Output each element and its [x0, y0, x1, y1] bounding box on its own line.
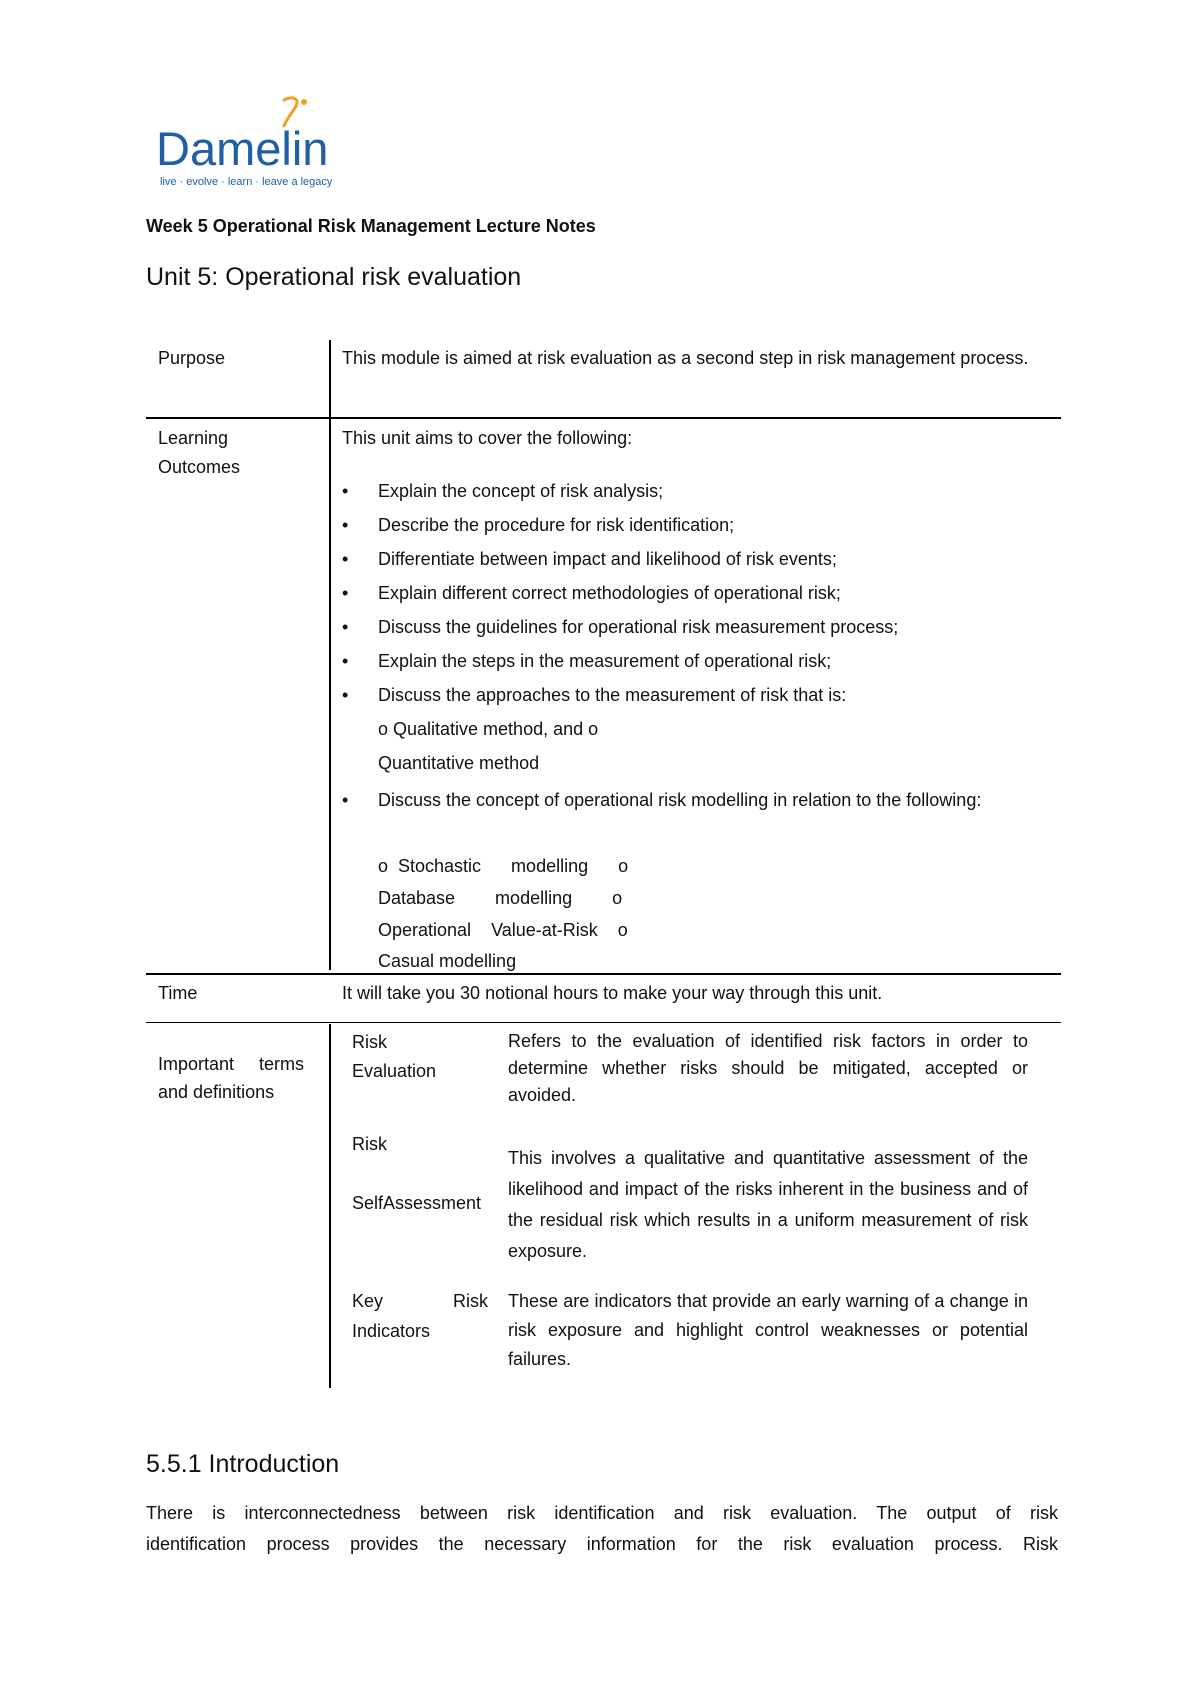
- table-row-divider: [146, 417, 1061, 419]
- purpose-label: Purpose: [158, 348, 226, 368]
- bullet-icon: •: [342, 651, 349, 671]
- time-text: It will take you 30 notional hours to make your way through this unit.: [342, 983, 883, 1003]
- table-column-divider-terms: [329, 1024, 331, 1388]
- bullet-icon: •: [342, 583, 349, 603]
- bullet-icon: •: [342, 790, 349, 810]
- list-item: • Discuss the concept of operational risk modelling in relation to the following:: [342, 785, 1057, 815]
- approaches-line-2: Quantitative method: [378, 753, 540, 773]
- term-definition: These are indicators that provide an early warning of a change in risk exposure and highlight control weaknesses or potential failures.: [508, 1291, 1028, 1369]
- modelling-line-1: o Stochastic modelling o: [378, 856, 629, 876]
- list-item: • Discuss the guidelines for operational risk measurement process;: [342, 610, 1057, 644]
- bullet-icon: •: [342, 515, 349, 535]
- term-name-line2: Evaluation: [352, 1061, 437, 1081]
- term-definition: This involves a qualitative and quantitative assessment of the likelihood and impact of the risks inherent in the business and of the residual risk which results in a uniform measurement of risk exposure.: [508, 1148, 1028, 1261]
- bullet-icon: •: [342, 549, 349, 569]
- terms-label-line2: and definitions: [158, 1082, 275, 1102]
- learning-outcomes-list: [342, 474, 1057, 712]
- term-definition: Refers to the evaluation of identified risk factors in order to determine whether risks should be mitigated, accepted or avoided.: [508, 1031, 1028, 1105]
- table-row-divider: [146, 1022, 1061, 1023]
- bullet-icon: •: [342, 617, 349, 637]
- modelling-line-3: Operational Value-at-Risk o: [378, 920, 628, 940]
- bullet-icon: •: [342, 481, 349, 501]
- term-name-line2: SelfAssessment: [352, 1193, 482, 1213]
- time-label: Time: [158, 983, 198, 1003]
- modelling-line-4: Casual modelling: [378, 951, 517, 971]
- table-column-divider: [329, 340, 331, 970]
- list-item: • Explain the steps in the measurement of operational risk;: [342, 644, 1057, 678]
- list-item: • Differentiate between impact and likelihood of risk events;: [342, 542, 1057, 576]
- terms-label-line1: Important terms: [158, 1054, 305, 1074]
- logo-tagline: live · evolve · learn · leave a legacy: [160, 176, 333, 188]
- intro-paragraph: [146, 1498, 1058, 1560]
- learning-outcomes-label-line2: Outcomes: [158, 457, 241, 477]
- week-title: Week 5 Operational Risk Management Lecture Notes: [146, 216, 596, 236]
- approaches-line-1: o Qualitative method, and o: [378, 719, 599, 739]
- list-item: • Discuss the approaches to the measurement of risk that is:: [342, 678, 1057, 712]
- list-item: • Describe the procedure for risk identification;: [342, 508, 1057, 542]
- modelling-list: [342, 785, 1057, 815]
- section-heading: 5.5.1 Introduction: [146, 1450, 340, 1478]
- term-name-line1: Risk: [352, 1032, 387, 1052]
- unit-title: Unit 5: Operational risk evaluation: [146, 263, 522, 291]
- intro-line-2: identification process provides the necessary information for the risk evaluation process. Risk: [146, 1534, 1058, 1554]
- intro-line-1: There is interconnectedness between risk identification and risk evaluation. The output of risk: [146, 1503, 1058, 1523]
- modelling-line-2: Database modelling o: [378, 888, 623, 908]
- list-item: • Explain the concept of risk analysis;: [342, 474, 1057, 508]
- logo-wordmark: Damelin: [156, 122, 329, 175]
- term-name-line2: Indicators: [352, 1321, 431, 1341]
- bullet-icon: •: [342, 685, 349, 705]
- learning-outcomes-intro: This unit aims to cover the following:: [342, 428, 633, 448]
- learning-outcomes-label-line1: Learning: [158, 428, 229, 448]
- list-item: • Explain different correct methodologies of operational risk;: [342, 576, 1057, 610]
- damelin-logo: [156, 96, 346, 188]
- table-row-divider: [146, 973, 1061, 975]
- term-name-line1: Key Risk: [352, 1291, 489, 1311]
- purpose-text: This module is aimed at risk evaluation as a second step in risk management process.: [342, 348, 1029, 368]
- term-name-line1: Risk: [352, 1134, 387, 1154]
